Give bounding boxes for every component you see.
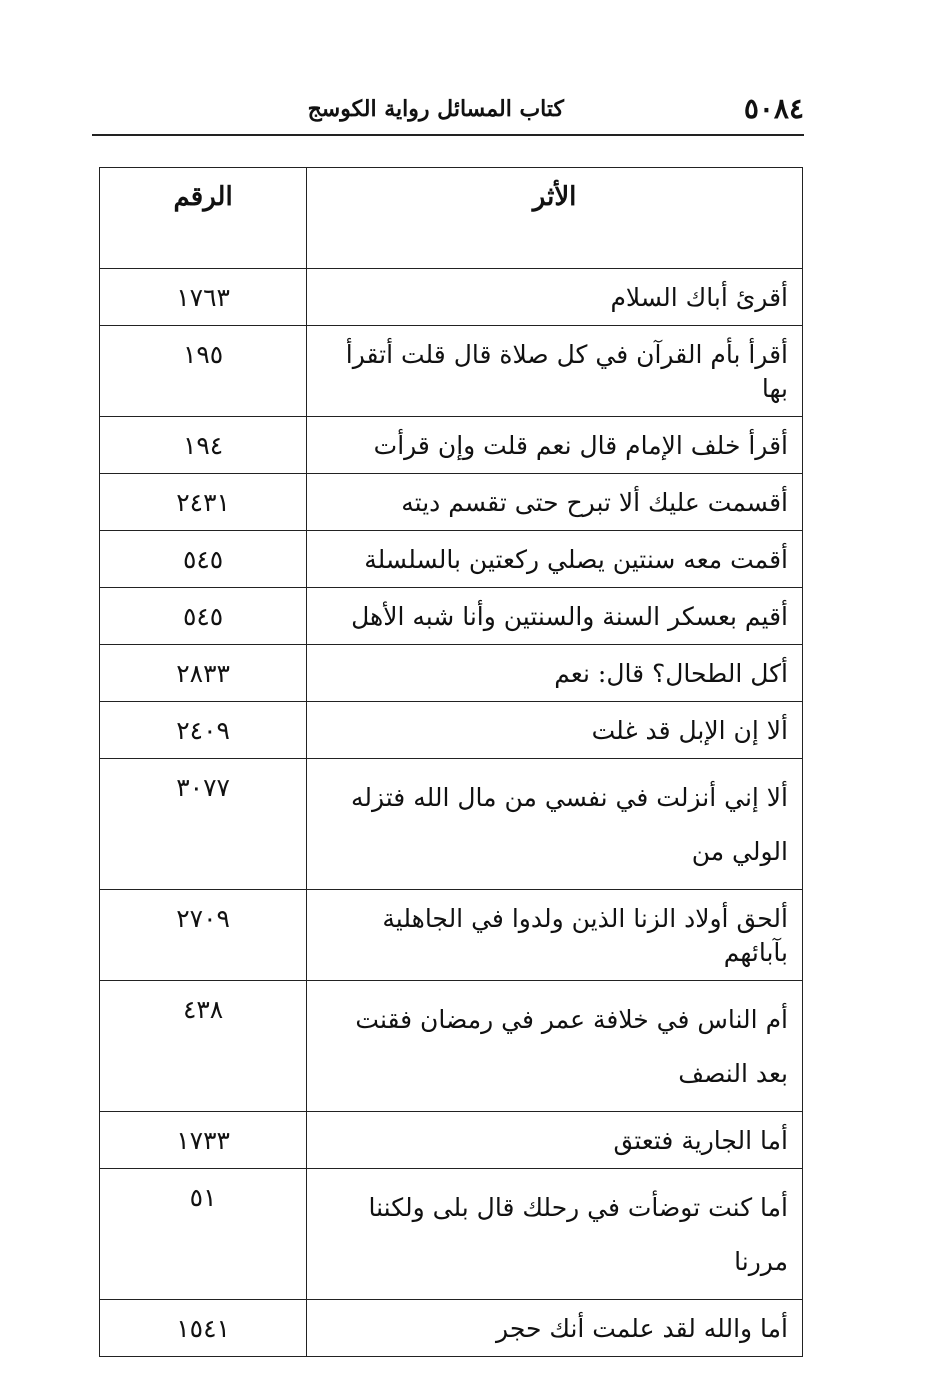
number-cell: ٢٨٣٣ [100, 645, 307, 702]
number-cell: ٣٠٧٧ [100, 759, 307, 890]
table-row [100, 702, 803, 759]
table-row [100, 1300, 803, 1357]
table-row [100, 759, 803, 890]
table-row [100, 474, 803, 531]
number-cell: ١٧٦٣ [100, 269, 307, 326]
athar-cell: ألحق أولاد الزنا الذين ولدوا في الجاهلية بآبائهم [307, 890, 803, 981]
number-cell: ٥٤٥ [100, 531, 307, 588]
table-row [100, 417, 803, 474]
athar-cell: أقسمت عليك ألا تبرح حتى تقسم ديته [307, 474, 803, 531]
number-cell: ١٧٣٣ [100, 1112, 307, 1169]
athar-cell: أقرئ أباك السلام [307, 269, 803, 326]
table-row [100, 1112, 803, 1169]
athar-index-table [99, 167, 803, 1357]
table-row [100, 1169, 803, 1300]
number-cell: ١٩٤ [100, 417, 307, 474]
athar-cell: أقرأ بأم القرآن في كل صلاة قال قلت أتقرأ بها [307, 326, 803, 417]
athar-cell: ألا إني أنزلت في نفسي من مال الله فتزله الولي من [307, 759, 803, 890]
column-header-athar: الأثر [307, 168, 803, 269]
number-cell: ١٥٤١ [100, 1300, 307, 1357]
number-cell: ٢٤٠٩ [100, 702, 307, 759]
athar-cell: أقمت معه سنتين يصلي ركعتين بالسلسلة [307, 531, 803, 588]
athar-cell: أقيم بعسكر السنة والسنتين وأنا شبه الأهل [307, 588, 803, 645]
athar-cell: أم الناس في خلافة عمر في رمضان فقنت بعد النصف [307, 981, 803, 1112]
athar-cell: أما الجارية فتعتق [307, 1112, 803, 1169]
athar-cell: ألا إن الإبل قد غلت [307, 702, 803, 759]
athar-cell: أكل الطحال؟ قال: نعم [307, 645, 803, 702]
table-row [100, 588, 803, 645]
table-row [100, 890, 803, 981]
column-header-number: الرقم [100, 168, 307, 269]
number-cell: ٥١ [100, 1169, 307, 1300]
table-row [100, 981, 803, 1112]
table-row [100, 269, 803, 326]
page-number: ٥٠٨٤ [743, 92, 804, 125]
table-row [100, 326, 803, 417]
table-header-row [100, 168, 803, 269]
table-row [100, 531, 803, 588]
number-cell: ٢٤٣١ [100, 474, 307, 531]
athar-cell: أما والله لقد علمت أنك حجر [307, 1300, 803, 1357]
book-title: كتاب المسائل رواية الكوسج [307, 96, 564, 122]
page-header [92, 88, 804, 136]
athar-cell: أقرأ خلف الإمام قال نعم قلت وإن قرأت [307, 417, 803, 474]
number-cell: ١٩٥ [100, 326, 307, 417]
number-cell: ٥٤٥ [100, 588, 307, 645]
number-cell: ٤٣٨ [100, 981, 307, 1112]
athar-cell: أما كنت توضأت في رحلك قال بلى ولكننا مررنا [307, 1169, 803, 1300]
number-cell: ٢٧٠٩ [100, 890, 307, 981]
table-row [100, 645, 803, 702]
